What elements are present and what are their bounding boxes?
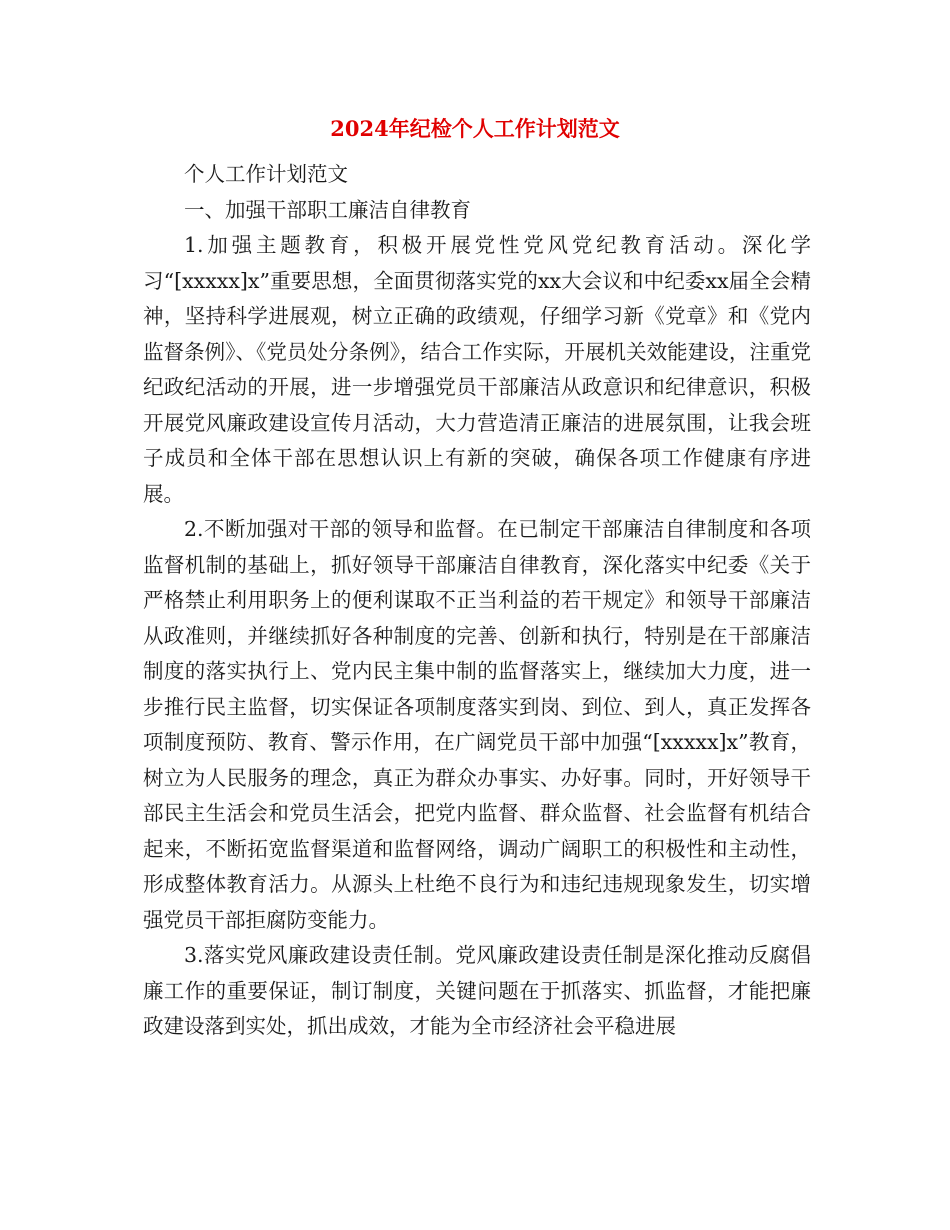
paragraph-1: 1.加强主题教育，积极开展党性党风党纪教育活动。深化学习“[xxxxx]x”重要思想，全面贯彻落实党的xx大会议和中纪委xx届全会精神，坚持科学进展观，树立正确的政绩观，仔细学习新《党章》和《党内监督条例》、《党员处分条例》，结合工作实际，开展机关效能建设，注重党纪政纪活动的开展，进一步增强党员干部廉洁从政意识和纪律意识，积极开展党风廉政建设宣传月活动，大力营造清正廉洁的进展氛围，让我会班子成员和全体干部在思想认识上有新的突破，确保各项工作健康有序进展。 — [143, 233, 811, 506]
document-title: 2024年纪检个人工作计划范文 — [330, 116, 620, 141]
document-subtitle: 个人工作计划范文 — [184, 162, 348, 186]
paragraph-3: 3.落实党风廉政建设责任制。党风廉政建设责任制是深化推动反腐倡廉工作的重要保证，制订制度，关键问题在于抓落实、抓监督，才能把廉政建设落到实处，抓出成效，才能为全市经济社会平稳进展 — [143, 943, 811, 1038]
paragraph-2: 2.不断加强对干部的领导和监督。在已制定干部廉洁自律制度和各项监督机制的基础上，抓好领导干部廉洁自律教育，深化落实中纪委《关于严格禁止利用职务上的便利谋取不正当利益的若干规定》和领导干部廉洁从政准则，并继续抓好各种制度的完善、创新和执行，特别是在干部廉洁制度的落实执行上、党内民主集中制的监督落实上，继续加大力度，进一步推行民主监督，切实保证各项制度落实到岗、到位、到人，真正发挥各项制度预防、教育、警示作用，在广阔党员干部中加强“[xxxxx]x”教育，树立为人民服务的理念，真正为群众办事实、办好事。同时，开好领导干部民主生活会和党员生活会，把党内监督、群众监督、社会监督有机结合起来，不断拓宽监督渠道和监督网络，调动广阔职工的积极性和主动性，形成整体教育活力。从源头上杜绝不良行为和违纪违规现象发生，切实增强党员干部拒腐防变能力。 — [143, 517, 811, 932]
section-heading: 一、加强干部职工廉洁自律教育 — [184, 197, 471, 222]
document-body — [143, 157, 811, 1045]
